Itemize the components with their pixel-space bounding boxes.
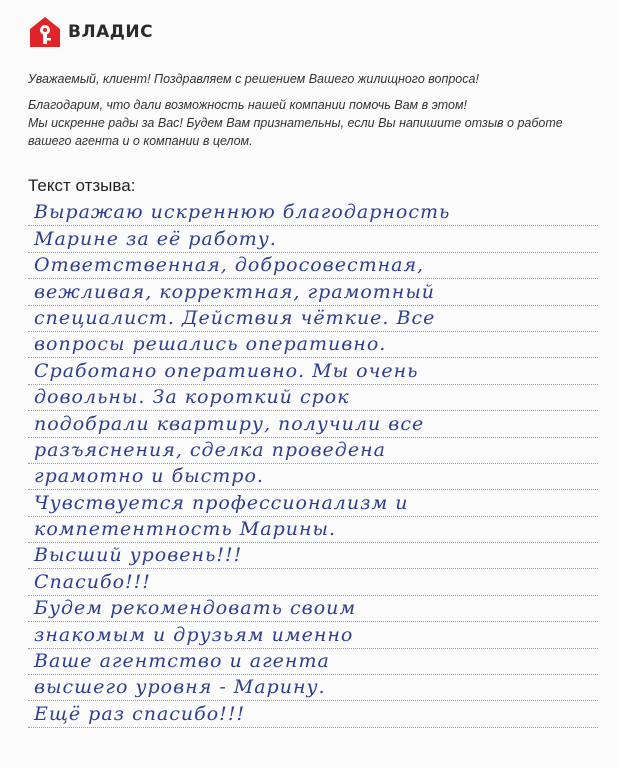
review-line	[28, 332, 598, 358]
handwritten-text: Сработано оперативно. Мы очень	[34, 359, 419, 382]
review-line	[28, 490, 598, 516]
review-line	[28, 279, 598, 305]
handwritten-text: Будем рекомендовать своим	[34, 597, 357, 620]
handwritten-text: вопросы решались оперативно.	[34, 333, 387, 356]
intro-text	[28, 70, 598, 150]
header	[28, 14, 153, 50]
review-line	[28, 200, 598, 226]
handwritten-text: довольны. За короткий срок	[34, 386, 350, 409]
review-line	[28, 517, 598, 543]
handwritten-text: специалист. Действия чёткие. Все	[34, 306, 436, 329]
review-line	[28, 253, 598, 279]
review-line	[28, 438, 598, 464]
review-line	[28, 622, 598, 648]
handwritten-text: Выражаю искреннюю благодарность	[34, 201, 451, 224]
review-line	[28, 596, 598, 622]
handwritten-text: компетентность Марины.	[34, 518, 337, 541]
review-line	[28, 675, 598, 701]
house-key-logo-icon	[28, 15, 62, 49]
handwritten-text: высшего уровня - Марину.	[34, 676, 326, 699]
handwritten-text: Ваше агентство и агента	[34, 650, 330, 673]
brand-name: ВЛАДИС	[68, 22, 154, 42]
review-line	[28, 306, 598, 332]
handwritten-text: Ещё раз спасибо!!!	[34, 702, 246, 725]
review-line	[28, 543, 598, 569]
handwritten-text: Чувствуется профессионализм и	[34, 491, 409, 514]
handwritten-text: Высший уровень!!!	[34, 544, 243, 567]
handwritten-text: грамотно и быстро.	[34, 465, 264, 488]
review-line	[28, 569, 598, 595]
handwritten-text: Марине за её работу.	[34, 227, 277, 250]
intro-thanks: Благодарим, что дали возможность нашей компании помочь Вам в этом!	[28, 98, 468, 112]
intro-request-line-1: Мы искренне рады за Вас! Будем Вам признательны, если Вы напишите отзыв о работе	[28, 116, 563, 130]
handwritten-text: вежливая, корректная, грамотный	[34, 280, 436, 303]
review-line	[28, 411, 598, 437]
handwritten-text: Ответственная, добросовестная,	[34, 254, 425, 277]
intro-greeting: Уважаемый, клиент! Поздравляем с решением Вашего жилищного вопроса!	[28, 72, 479, 86]
review-heading: Текст отзыва:	[28, 176, 136, 195]
review-line	[28, 226, 598, 252]
review-lines	[28, 200, 598, 728]
handwritten-text: Спасибо!!!	[34, 570, 151, 593]
handwritten-text: подобрали квартиру, получили все	[34, 412, 425, 435]
handwritten-text: знакомым и друзьям именно	[34, 623, 354, 646]
review-line	[28, 649, 598, 675]
review-line	[28, 385, 598, 411]
review-line	[28, 358, 598, 384]
review-line	[28, 464, 598, 490]
review-line	[28, 701, 598, 727]
handwritten-text: разъяснения, сделка проведена	[34, 438, 386, 461]
intro-request-line-2: вашего агента и о компании в целом.	[28, 134, 253, 148]
